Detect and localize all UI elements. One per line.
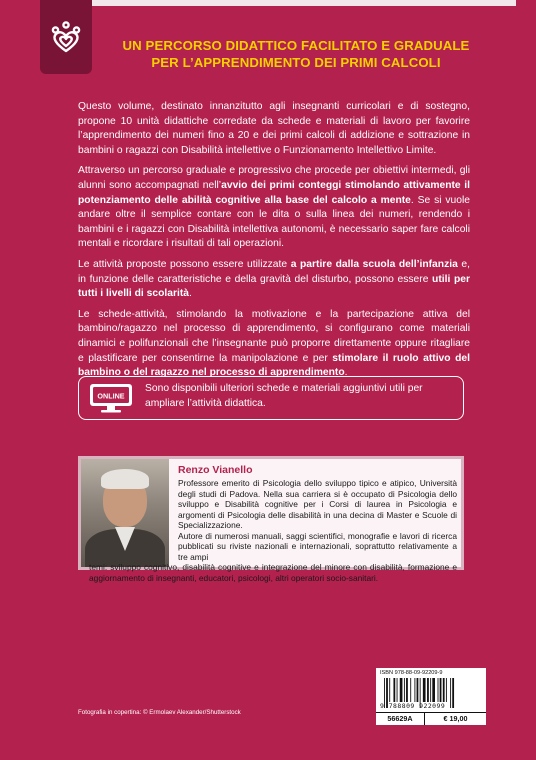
price: € 19,00 (425, 712, 486, 725)
emphasis-text: avvio dei primi conteggi stimolando attivamente il potenziamento delle abilità cognitive alla base del calcolo a mente (78, 179, 470, 206)
barcode-bar (430, 678, 431, 702)
barcode-bar (410, 678, 411, 702)
barcode-bar (400, 678, 403, 702)
paragraph-text: . (344, 367, 348, 379)
barcode-bar (443, 678, 445, 702)
paragraph-text: e, in funzione delle caratteristiche e della gravità del disturbo, possono essere (78, 258, 470, 285)
barcode-bar (404, 678, 405, 702)
paragraph-text: Le attività proposte possono essere utilizzate (78, 258, 291, 270)
paragraph-text: . (189, 288, 192, 300)
emphasis-text: stimolare il ruolo attivo del bambino o del ragazzo nel processo di apprendimento (78, 352, 470, 379)
barcode-box (376, 668, 486, 724)
barcode-bar (414, 678, 415, 702)
publisher-logo-tab (40, 0, 92, 74)
barcode-bar (450, 678, 451, 708)
barcode-bar (438, 678, 439, 702)
description-paragraph (78, 164, 470, 252)
online-text: Sono disponibili ulteriori schede e materiali aggiuntivi utili per ampliare l’attività didattica. (145, 383, 423, 409)
author-bio-2b: temi: sviluppo cognitivo, disabilità cognitive e integrazione del minore con disabilità, formazione e aggiornamento di insegnanti, educatori, psicologi, altri operatori socio-sanitari. (89, 562, 457, 583)
online-resources-box (78, 376, 464, 420)
emphasis-text: a partire dalla scuola dell’infanzia (290, 258, 458, 270)
monitor-icon (89, 383, 133, 413)
author-bio-2a: Autore di numerosi manuali, saggi scientifici, monografie e lavori di ricerca pubblicati su riviste nazionali e internazionali, soprattutto relativamente a tre ampi (178, 530, 457, 562)
barcode-bar (397, 678, 398, 702)
barcode-bar (432, 678, 435, 702)
author-bio (89, 478, 457, 583)
barcode-bar (427, 678, 429, 702)
isbn: ISBN 978-88-09-92209-9 (380, 670, 443, 676)
barcode-bar (440, 678, 442, 702)
paragraph-text: Le schede-attività, stimolando la motivazione e la partecipazione attiva del bambino/ragazzo nel processo di apprendimento, si configurano come materiali dinamici e polifunzionali che l’insegnante può proporre direttamente oppure ritagliare e plastificare per consentirne la manipolazione e per (78, 308, 470, 364)
emphasis-text: utili per tutti i livelli di scolarità (78, 273, 470, 300)
paragraph-text: Attraverso un percorso graduale e progressivo che procede per obiettivi intermedi, gli alunni sono accompagnati nell’ (78, 165, 470, 191)
barcode-bar (417, 678, 419, 702)
barcode-bar (389, 678, 390, 702)
hearts-people-icon (48, 19, 84, 55)
description-paragraph (78, 258, 470, 302)
barcode-bar (446, 678, 447, 702)
description-paragraph (78, 100, 470, 158)
barcode-bar (393, 678, 395, 702)
author-bio-1: Professore emerito di Psicologia dello sviluppo tipico e atipico, Università degli studi di Padova. Nella sua carriera si è occupato di Psicologia dello sviluppo e Disabilità cognitive per i Corsi di laurea in Psicologia e argomenti di Psicologia delle disabilità in una decina di Master e Scuole di Specializzazione. (178, 478, 457, 530)
photo-credit: Fotografia in copertina: © Ermolaev Alexander/Shutterstock (78, 709, 241, 716)
barcode-bar (452, 678, 454, 708)
barcode-digits: 9 788809 922099 (380, 702, 446, 710)
paragraph-text: . Se si vuole andare oltre il semplice contare con le dita o sulla linea dei numeri, rendendo i bambini e i ragazzi con Disabilità intellettiva autonomi, è necessario saper fare calcoli mentali e ricordare i risultati di tali operazioni. (78, 194, 471, 250)
top-strip (40, 0, 516, 6)
description-paragraph (78, 308, 470, 381)
barcode-bar (423, 678, 426, 702)
description-text (78, 100, 470, 387)
cover-heading (96, 37, 496, 71)
paragraph-text: Questo volume, destinato innanzitutto agli insegnanti curricolari e di sostegno, propone 10 unità didattiche corredate da schede e materiali di lavoro per favorire l’apprendimento dei numeri fino a 20 e dei primi calcoli di addizione e sottrazione in bambini o ragazzi con Disabilità intellettive o Funzionamento Intellettivo Limite. (78, 101, 470, 156)
heading-line-2: PER L’APPRENDIMENTO DEI PRIMI CALCOLI (151, 55, 441, 70)
author-box (78, 456, 464, 583)
heading-line-1: UN PERCORSO DIDATTICO FACILITATO E GRADUALE (122, 38, 470, 53)
barcode-bar (406, 678, 408, 702)
product-code: 56629A (376, 712, 425, 725)
author-name: Renzo Vianello (178, 464, 253, 476)
online-label: ONLINE (97, 391, 125, 401)
